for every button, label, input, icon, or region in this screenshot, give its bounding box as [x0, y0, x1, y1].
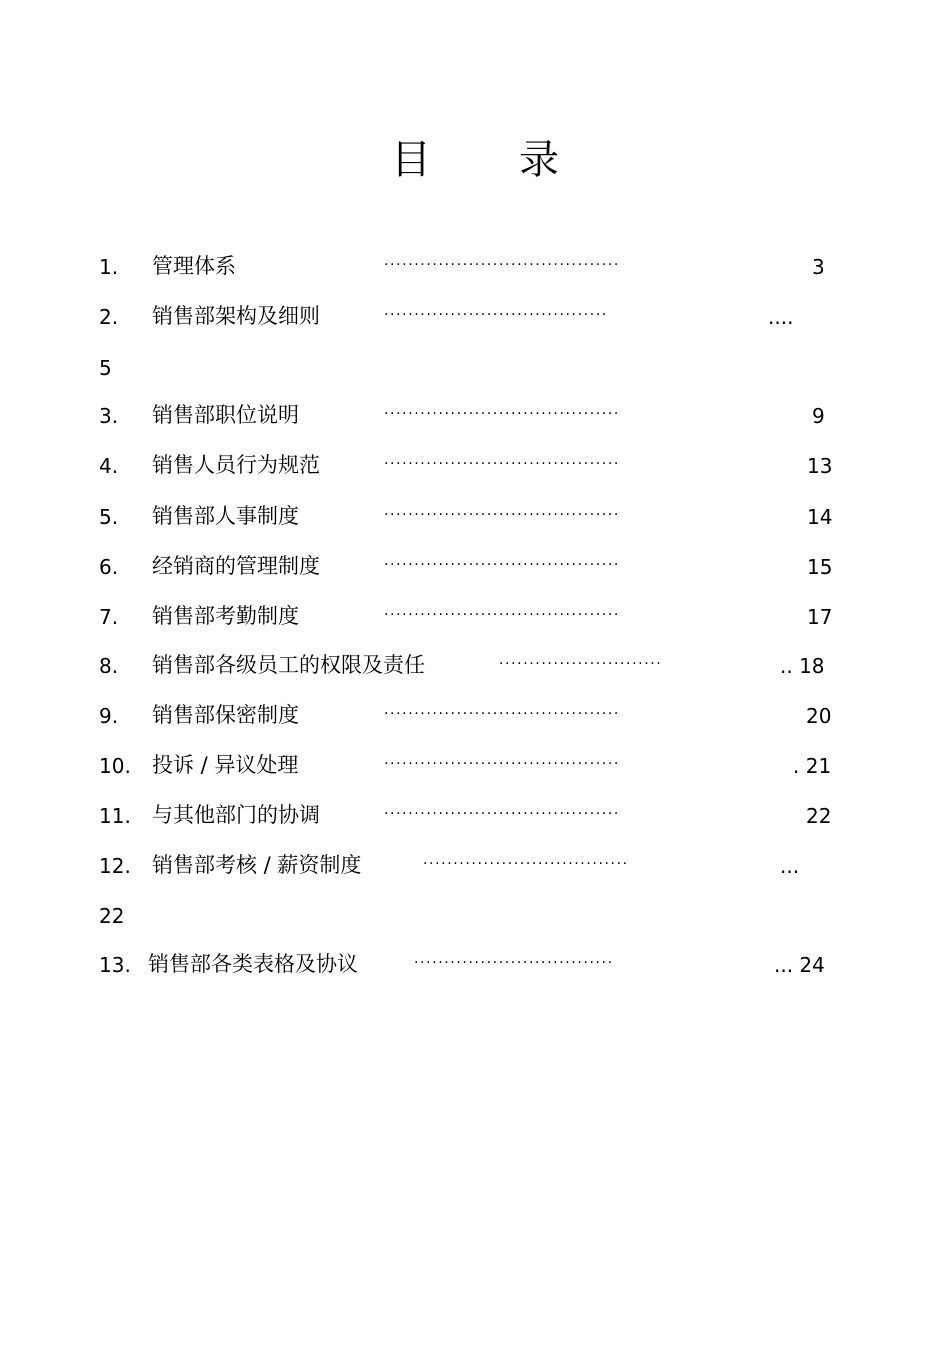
toc-page: 14: [807, 505, 833, 529]
toc-page: 15: [807, 555, 833, 579]
toc-label: 销售部各类表格及协议: [148, 952, 358, 976]
toc-label: 销售部架构及细则: [152, 304, 320, 328]
toc-number: 13.: [99, 953, 131, 977]
toc-leader: ·······································: [384, 707, 620, 721]
toc-page: ...: [780, 854, 800, 878]
toc-number: 11.: [99, 804, 131, 828]
toc-page-wrapped: 5: [99, 356, 112, 380]
toc-label: 管理体系: [152, 254, 236, 278]
toc-number: 8.: [99, 654, 119, 678]
toc-label: 销售部考核 / 薪资制度: [152, 853, 362, 877]
toc-leader: ·······································: [384, 558, 620, 572]
toc-page: 13: [807, 454, 833, 478]
toc-number: 4.: [99, 454, 119, 478]
toc-number: 3.: [99, 404, 119, 428]
toc-number: 2.: [99, 305, 119, 329]
toc-leader: ·······································: [384, 508, 620, 522]
toc-page: .. 18: [780, 654, 825, 678]
toc-leader: ·····································: [384, 308, 608, 322]
toc-number: 5.: [99, 505, 119, 529]
toc-page: 9: [812, 404, 825, 428]
toc-leader: ·······································: [384, 457, 620, 471]
toc-label: 销售部考勤制度: [152, 604, 299, 628]
toc-number: 9.: [99, 704, 119, 728]
toc-page: 22: [806, 804, 832, 828]
toc-label: 销售人员行为规范: [152, 453, 320, 477]
title-char-2: 录: [519, 137, 559, 183]
toc-page: 3: [812, 255, 825, 279]
toc-label: 销售部职位说明: [152, 403, 299, 427]
toc-label: 投诉 / 异议处理: [152, 753, 299, 777]
toc-label: 经销商的管理制度: [152, 554, 320, 578]
toc-leader: ·································: [414, 956, 614, 970]
toc-label: 销售部各级员工的权限及责任: [152, 653, 425, 677]
toc-number: 1.: [99, 255, 119, 279]
toc-number: 12.: [99, 854, 131, 878]
toc-leader: ·······································: [384, 407, 620, 421]
toc-page-wrapped: 22: [99, 904, 125, 928]
toc-leader: ·······································: [384, 757, 620, 771]
toc-number: 6.: [99, 555, 119, 579]
toc-page: ....: [768, 305, 794, 329]
title-char-1: 目: [391, 137, 431, 183]
toc-label: 与其他部门的协调: [152, 803, 320, 827]
toc-page: 17: [807, 605, 833, 629]
toc-number: 10.: [99, 754, 131, 778]
toc-label: 销售部人事制度: [152, 504, 299, 528]
toc-leader: ·······································: [384, 807, 620, 821]
toc-leader: ·······································: [384, 258, 620, 272]
toc-page: 20: [806, 704, 832, 728]
toc-number: 7.: [99, 605, 119, 629]
toc-label: 销售部保密制度: [152, 703, 299, 727]
toc-leader: ···························: [499, 657, 663, 671]
toc-page: ... 24: [774, 953, 825, 977]
toc-page: . 21: [793, 754, 832, 778]
toc-leader: ·······································: [384, 608, 620, 622]
toc-leader: ··································: [423, 857, 629, 871]
